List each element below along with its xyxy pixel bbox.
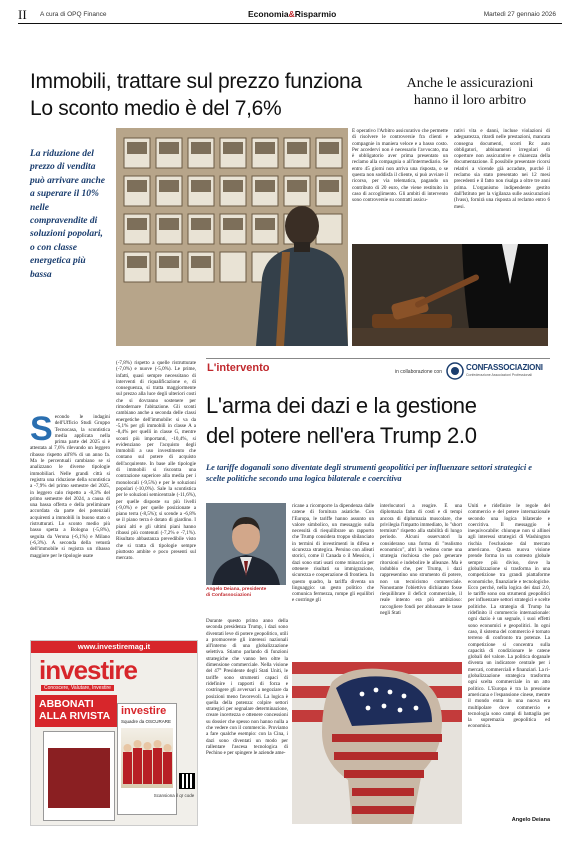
main-headline-line2: Lo sconto medio è del 7,6% bbox=[30, 97, 282, 120]
magazine-cover-front bbox=[117, 703, 177, 815]
main-article-col1-text: econdo le indagini dell'Ufficio Studi Gruppo Tecnocasa, la scontistica media applicata nella prima parte del 2025 si è attestata al 7,6% rilevando un leggero ribasso rispetto all'8% di un anno fa. Ma le percentuali cambiano se si analizzano le diverse tipologie immobiliari. Nelle grandi città si registra una riduzione della scontistica a -7,9% del primo semestre del 2025, in leggero calo rispetto a -8,3% del primo semestre del 2024, a causa di una bassa offerta e della preliminare accordata da parte dei potenziali acquirenti a immobili in buono stato o ristrutturati. Lo sconto medio più basso spetta a Bologna (-5,8%), seguita da Verona (-6,1%) e Milano (-6,3%). A seconda della vetustà dell'immobile si registra un ribasso maggiore per le tipologie usate bbox=[30, 414, 110, 559]
section-rule bbox=[206, 358, 550, 359]
advert-cta-line2: ALLA RIVISTA bbox=[39, 710, 111, 722]
portrait-photo-svg bbox=[206, 503, 286, 585]
advert-url: www.investiremag.it bbox=[31, 641, 197, 653]
intervento-headline-line2: del potere nell'era Trump 2.0 bbox=[206, 423, 477, 448]
side-article-col2: rativi vita e danni, incluse violazioni di adeguatezza, ritardi nelle prestazioni, mancata consegna documenti, scorri Rc auto obbligatori, abbinamenti irregolari di coperture non assicurative e chiarezza della documentazione. È possibile presentare ricorsi relativi a vicende già accadute, purché il reclamo sia stato presentato nei 12 mesi precedenti e il fatto non risalga a oltre tre anni prima. L'organismo indipendente gestito dall'Istituto per la vigilanza sulle assicurazioni (Ivass), fornirà una risposta al reclamo entro 6 mesi. bbox=[454, 128, 550, 210]
header-rule bbox=[18, 23, 562, 24]
main-article-col2: (-7,8%) rispetto a quelle ristrutturate (-7,0%) e nuove (-5,0%). Le prime, infatti, quasi sempre necessitano di interventi di riqualificazione e, di conseguenza, si tratta maggiormente sul prezzo alla luce degli ulteriori costi che si dovranno sostenere per rimodernare l'abitazione. Gli sconti cambiano anche a seconda delle classi energetiche dell'immobile: si va da -5,1% per gli immobili in classe A a -8,4% per quelli in classe G, mentre sconti più importanti, -10,4%, si evidenziano per l'acquisto degli immobili a uso investimento che contano sul potere di acquisto dell'acquirente. In base alle tipologie di immobili si riscontra una contrazione superiore alla media per i monolocali (-9,5%) e per le soluzioni popolari (-10,0%). Sale la scontistica per le soluzioni semicentrale (-11,6%), per quelle disposte su più livelli (-9,0%) e per quelle posizionate a piano terra (-8,5%); si scende a -6,8% se il piano terra è dotato di giardino. I piani alti e gli ultimi piani hanno ribassi più contenuti (-7,2% e -7,1%). Risultato abbastanza prevedibile visto che si tratta di tipologie sempre piuttosto ambite e poco presenti sul mercato. bbox=[116, 360, 196, 562]
qr-caption: Scansiona il qr code bbox=[153, 793, 195, 798]
intervento-standfirst: Le tariffe doganali sono diventate degli strumenti geopolitici per influenzare settori strategici e scelte politiche secondo una logica bilaterale e coercitiva bbox=[206, 463, 532, 484]
intervento-headline-line1: L'arma dei dazi e la gestione bbox=[206, 393, 477, 418]
collab-text: in collaborazione con bbox=[395, 369, 442, 375]
main-article-col1 bbox=[30, 414, 110, 592]
caption-org: di Confassociazioni bbox=[206, 593, 252, 598]
cover-brand: investire bbox=[121, 705, 167, 717]
signature: Angelo Deiana bbox=[511, 817, 550, 823]
intervento-col4: Uniti e ridefinire le regole del commercio e del potere internazionale secondo una logica bilaterale e coercitiva. Il messaggio è inequivocabile: chiunque non si allinei agli interessi strategici di Washington rischia l'esclusione dal mercato americano. Questa nuova visione prende forma in un contesto globale sempre più diviso, dove la globalizzazione si trasforma in una competizione tra grandi piattaforme economiche, finanziarie e tecnologiche. Ecco perché, nella logica dei dazi 2.0, le tariffe sono ora strumenti geopolitici per influenzare settori strategici e scelte politiche. La strategia di Trump ha ridefinito il commercio internazionale: ogni dazio è un segnale, i suoi effetti sono economici e geopolitici. In ogni caso, il sistema del commercio è tornato terreno di confronto tra potenze. La competizione si concentra sulla capacità di condizionare le catene globali del valore. La politica doganale diventa un indicatore centrale per i mercati, commerciali e finanziari. La ri-globalizzazione strategica trasforma ogni scelta commerciale in un atto politico. L'Europa è tra la pressione americana e l'espansione cinese, mentre il mondo entra in una nuova era multipolare dove commercio e tecnologia sono campi di battaglia per la supremazia geopolitica ed economica. bbox=[468, 503, 550, 730]
portrait-caption bbox=[206, 587, 288, 599]
intervento-col2: ricane a ricomporre la dipendenza dalle catene di fornitura asiatiche. Con l'Europa, le tariffe hanno assunto un valore simbolico, un messaggio sulla necessità di riequilibrare un rapporto che Trump considera troppo sbilanciato in termini di investimenti in difesa e sicurezza strategica. Persino con alleati storici, come il Canada o il Messico, i dazi sono stati usati come minaccia per ottenere risultati su immigrazione, sicurezza e cooperazione di frontiera. In questo quadro, la tariffa diventa un linguaggio: un gesto politico che comunica fermezza, rompe gli equilibri e costringe gli bbox=[292, 503, 374, 604]
confassociazioni-logo bbox=[446, 360, 550, 382]
cover-figures bbox=[121, 728, 173, 788]
masthead-right: Risparmio bbox=[294, 9, 337, 19]
cover-headline: Squadre da OSCURARE bbox=[121, 719, 172, 724]
logo-name: CONFASSOCIAZIONI bbox=[466, 363, 543, 372]
byline: A cura di OPQ Finance bbox=[40, 11, 107, 18]
cover-back-image bbox=[48, 748, 110, 808]
side-article-col1: È operativo l'Arbitro assicurativo che permette di risolvere le controversie fra clienti e compagnie in maniera veloce e a basso costo. Per accedervi non è necessario l'avvocato, ma è obbligatorio aver prima presentato un reclamo alla compagnia o all'intermediario. Se entro 45 giorni non arriva una risposta, o se questa non soddisfa il cliente, si può avviare il ricorso, per via telematica, pagando un contributo di 20 euro, che viene restituito in caso di accoglimento. Gli ambiti di intervento sono controversie su contratti assicu- bbox=[352, 128, 448, 204]
main-headline bbox=[30, 68, 400, 122]
advert-tagline: Conoscere, Valutare, Investire bbox=[41, 685, 114, 691]
masthead bbox=[248, 9, 336, 19]
advert-box bbox=[30, 640, 198, 826]
flag-fist-photo bbox=[292, 662, 462, 824]
portrait-photo bbox=[206, 503, 286, 585]
real-estate-photo-svg bbox=[116, 128, 348, 346]
main-headline-line1: Immobili, trattare sul prezzo funziona bbox=[30, 70, 362, 93]
page-number: II bbox=[18, 7, 27, 22]
dropcap: S bbox=[30, 414, 53, 448]
side-headline: Anche le assicurazioni hanno il loro arbitro bbox=[406, 76, 534, 108]
gavel-photo bbox=[352, 244, 548, 346]
gavel-photo-svg bbox=[352, 244, 548, 346]
magazine-cover-back bbox=[43, 731, 115, 821]
masthead-amp: & bbox=[288, 9, 295, 19]
intervento-col1: Durante questo primo anno della seconda presidenza Trump, i dazi sono diventati leve di potere geopolitico, utili a promuovere gli interessi nazionali all'interno di una globalizzazione selettiva. Stiamo parlando di funzioni strategiche che vanno ben oltre la dimensione commerciale. Nella visione del 47° Presidente degli Stati Uniti, le tariffe sono strumenti capaci di ridefinire i rapporti di forza e costringere gli avversari a negoziare da posizioni meno favorevoli. La logica è quella della potenza: colpire settori strategici per segnalare determinazione, creare incertezza e ottenere concessioni su dossier che spesso non hanno nulla a che vedere con il commercio. Proviamo a fare qualche esempio: con la Cina, i dazi sono diventati un modo per rallentare l'ascesa tecnologica di Pechino e per spingere le aziende ame- bbox=[206, 618, 288, 757]
caption-name: Angelo Deiana, presidente bbox=[206, 587, 267, 592]
advert-cta-line1: ABBONATI bbox=[39, 698, 94, 710]
issue-date: Martedì 27 gennaio 2026 bbox=[483, 11, 556, 18]
main-standfirst: La riduzione del prezzo di vendita può arrivare anche a superare il 10% nelle compravendite di soluzioni popolari, o con classe energetica più bassa bbox=[30, 149, 105, 280]
intervento-headline bbox=[206, 391, 556, 451]
advert-cta[interactable] bbox=[35, 695, 117, 727]
masthead-left: Economia bbox=[248, 9, 289, 19]
cover-image bbox=[121, 728, 173, 788]
advert-brand: investire bbox=[39, 655, 137, 685]
intervento-col3: interlocutori a reagire. È una diplomazia fatta di costi e di tempi ancora di diplomazia muscolare, che privilegia l'impatto immediato, lo "short termism" rispetto alla stabilità di lungo periodo. Alcuni osservatori la considerano una forma di "realismo economico", altri la vedono come una strategia rischiosa che può generare ritorsioni e indebolire le alleanze. Ma è indubbio che, per Trump, i dazi rappresentino uno strumento di potere, non un tecnicismo commerciale. Nonostante l'obiettivo dichiarato fosse riequilibrare il deficit commerciale, il reale intento era più ambizioso: raccogliere fondi per abbassare le tasse negli Stati bbox=[380, 503, 462, 617]
intervento-kicker: L'intervento bbox=[207, 362, 270, 374]
logo-sub: Confederazione Associazioni Professionali bbox=[466, 373, 532, 377]
qr-code[interactable] bbox=[179, 773, 195, 789]
real-estate-photo bbox=[116, 128, 348, 346]
logo-icon bbox=[446, 362, 464, 380]
flag-fist-photo-svg bbox=[292, 662, 462, 824]
